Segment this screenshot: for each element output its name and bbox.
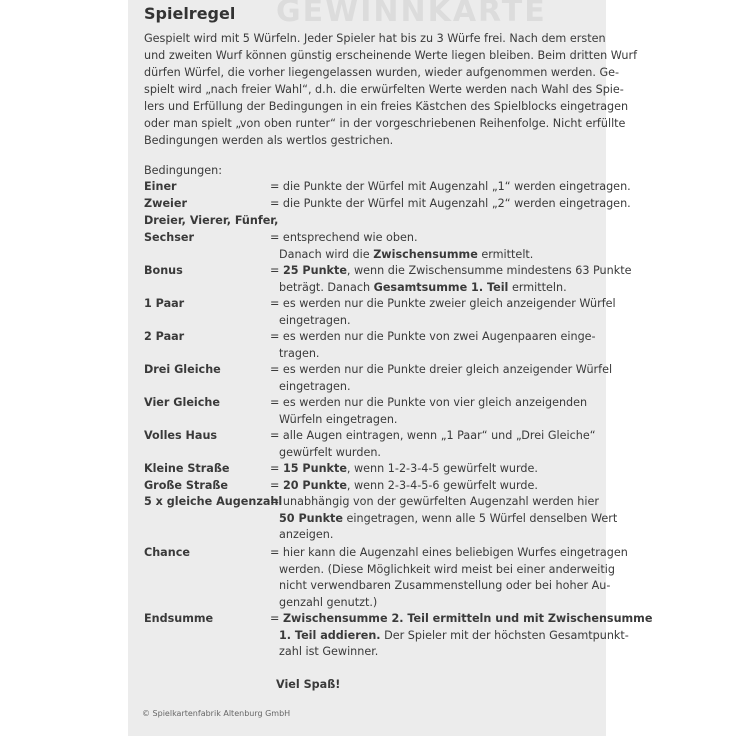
condition-term: Große Straße [144,479,229,492]
condition-description: genzahl genutzt.) [279,596,378,610]
intro-line: Gespielt wird mit 5 Würfeln. Jeder Spieler hat bis zu 3 Würfe frei. Nach dem ersten [144,32,606,45]
condition-description: = es werden nur die Punkte von zwei Augenpaaren einge- [270,330,596,343]
intro-line: dürfen Würfel, die vorher liegengelassen wurden, wieder aufgenommen werden. Ge- [144,66,620,79]
condition-term: Kleine Straße [144,462,230,475]
condition-description: Würfeln eingetragen. [279,412,398,426]
condition-term: Zweier [144,197,187,210]
condition-description: eingetragen. [279,313,351,327]
condition-description: Danach wird die Zwischensumme ermittelt. [279,247,534,261]
condition-description: = entsprechend wie oben. [270,231,418,244]
condition-term: Volles Haus [144,429,218,442]
condition-term: Sechser [144,231,195,244]
conditions-heading: Bedingungen: [144,164,222,177]
intro-line: und zweiten Wurf können günstig erscheinende Werte liegen bleiben. Beim dritten Wurf [144,49,638,62]
condition-description: = die Punkte der Würfel mit Augenzahl „2“ werden eingetragen. [270,197,631,210]
condition-description: beträgt. Danach Gesamtsumme 1. Teil ermitteln. [279,280,567,294]
condition-description: eingetragen. [279,379,351,393]
condition-term: Dreier, Vierer, Fünfer, [144,214,279,227]
condition-description: anzeigen. [279,528,334,542]
condition-term: 1 Paar [144,297,185,310]
condition-description: werden. (Diese Möglichkeit wird meist bei einer anderweitig [279,562,615,576]
condition-description: = es werden nur die Punkte zweier gleich anzeigender Würfel [270,297,616,310]
condition-description: = unabhängig von der gewürfelten Augenzahl werden hier [270,495,599,508]
condition-description: = 25 Punkte, wenn die Zwischensumme mindestens 63 Punkte [270,264,632,277]
condition-description: = hier kann die Augenzahl eines beliebigen Wurfes eingetragen [270,546,628,559]
rules-page [128,0,653,736]
condition-term: Endsumme [144,612,214,625]
intro-line: Bedingungen werden als wertlos gestrichen. [144,134,394,147]
condition-description: = 20 Punkte, wenn 2-3-4-5-6 gewürfelt wurde. [270,479,538,492]
closing-greeting: Viel Spaß! [276,678,341,691]
copyright-notice: © Spielkartenfabrik Altenburg GmbH [142,709,291,718]
condition-description: = alle Augen eintragen, wenn „1 Paar“ und „Drei Gleiche“ [270,429,596,442]
condition-term: Vier Gleiche [144,396,220,409]
condition-description: = es werden nur die Punkte dreier gleich anzeigender Würfel [270,363,613,376]
condition-description: = 15 Punkte, wenn 1-2-3-4-5 gewürfelt wurde. [270,462,538,475]
page-title: Spielregel [144,4,236,23]
condition-description: gewürfelt wurden. [279,445,381,459]
condition-term: Einer [144,180,177,193]
condition-description: = Zwischensumme 2. Teil ermitteln und mit Zwischensumme [270,612,653,625]
condition-description: tragen. [279,346,320,360]
condition-description: 50 Punkte eingetragen, wenn alle 5 Würfel denselben Wert [279,511,618,525]
condition-term: Bonus [144,264,183,277]
condition-term: Chance [144,546,190,559]
condition-description: zahl ist Gewinner. [279,645,379,659]
condition-description: = die Punkte der Würfel mit Augenzahl „1“ werden eingetragen. [270,180,631,193]
intro-line: lers und Erfüllung der Bedingungen in ein freies Kästchen des Spielblocks eingetragen [144,100,629,113]
condition-term: Drei Gleiche [144,363,221,376]
condition-description: 1. Teil addieren. Der Spieler mit der höchsten Gesamtpunkt- [279,628,629,642]
condition-description: = es werden nur die Punkte von vier gleich anzeigenden [270,396,588,409]
intro-line: spielt wird „nach freier Wahl“, d.h. die erwürfelten Werte werden nach Wahl des Spie- [144,83,624,96]
condition-term: 2 Paar [144,330,185,343]
background-watermark: GEWINNKARTE [276,0,547,29]
intro-line: oder man spielt „von oben runter“ in der vorgeschriebenen Reihenfolge. Nicht erfüllte [144,117,626,130]
intro-paragraph [144,30,638,149]
condition-term: 5 x gleiche Augenzahl [144,495,283,508]
condition-description: nicht verwendbaren Zusammenstellung oder bei hoher Au- [279,579,611,593]
